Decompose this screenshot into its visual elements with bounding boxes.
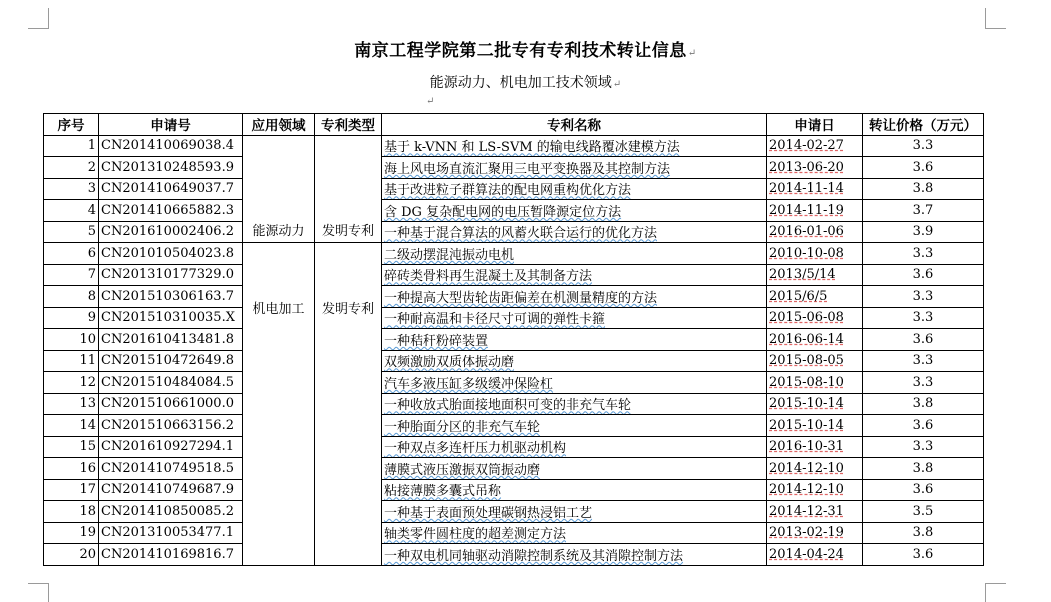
document-title: 南京工程学院第二批专有专利技术转让信息↵ <box>354 41 697 61</box>
cell-date <box>767 307 863 329</box>
patent-name-text: 碎砖类骨料再生混凝土及其制备方法 <box>384 269 593 285</box>
patent-name-text: 汽车多液压缸多级缓冲保险杠 <box>384 376 554 392</box>
header-name: 专利名称 <box>382 114 767 136</box>
cell-price: 3.8 <box>863 393 984 415</box>
table-row <box>44 178 984 200</box>
crop-mark-top-left <box>28 8 49 29</box>
table-row <box>44 501 984 523</box>
patent-name-text: 一种胎面分区的非充气车轮 <box>384 419 541 435</box>
date-text: 2010-10-08 <box>769 245 844 261</box>
cell-app-no: CN201510306163.7 <box>99 286 243 308</box>
table-row <box>44 436 984 458</box>
field-label: 能源动力 <box>252 224 305 239</box>
cell-no: 4 <box>44 200 99 222</box>
date-text: 2015-10-14 <box>769 396 844 412</box>
cell-app-no: CN201510310035.X <box>99 307 243 329</box>
cell-price: 3.8 <box>863 522 984 544</box>
cell-app-no: CN201510661000.0 <box>99 393 243 415</box>
cell-field <box>243 135 315 243</box>
header-price: 转让价格（万元） <box>863 114 984 136</box>
patent-name-text: 一种双电机同轴驱动消隙控制系统及其消隙控制方法 <box>384 548 684 564</box>
cell-patent-name <box>382 458 767 480</box>
patent-name-text: 薄膜式液压激振双筒振动磨 <box>384 462 541 478</box>
cell-no: 20 <box>44 544 99 566</box>
cell-price: 3.3 <box>863 307 984 329</box>
table-row <box>44 393 984 415</box>
cell-patent-name <box>382 157 767 179</box>
date-text: 2016-06-14 <box>769 331 844 347</box>
table-header-row <box>44 114 984 136</box>
patent-name-text: 一种耐高温和卡径尺寸可调的弹性卡箍 <box>384 312 606 328</box>
cell-patent-name <box>382 286 767 308</box>
cell-patent-name <box>382 479 767 501</box>
patent-name-text: 一种收放式胎面接地面积可变的非充气车轮 <box>384 398 632 414</box>
cell-no: 2 <box>44 157 99 179</box>
patent-name-text: 一种双点多连杆压力机驱动机构 <box>384 441 567 457</box>
cell-patent-name <box>382 436 767 458</box>
cell-date <box>767 372 863 394</box>
cell-no: 1 <box>44 135 99 157</box>
table-row <box>44 350 984 372</box>
cell-price: 3.7 <box>863 200 984 222</box>
cell-patent-name <box>382 221 767 243</box>
cell-price: 3.6 <box>863 157 984 179</box>
cell-patent-name <box>382 264 767 286</box>
cell-price: 3.3 <box>863 436 984 458</box>
cell-price: 3.8 <box>863 178 984 200</box>
cell-no: 6 <box>44 243 99 265</box>
date-text: 2014-12-10 <box>769 482 844 498</box>
cell-no: 8 <box>44 286 99 308</box>
cell-no: 15 <box>44 436 99 458</box>
date-text: 2014-12-31 <box>769 503 844 519</box>
cell-app-no: CN201310053477.1 <box>99 522 243 544</box>
cell-date <box>767 221 863 243</box>
date-text: 2014-04-24 <box>769 546 844 562</box>
cell-app-no: CN201410649037.7 <box>99 178 243 200</box>
cell-date <box>767 458 863 480</box>
cell-price: 3.5 <box>863 501 984 523</box>
header-app-no: 申请号 <box>99 114 243 136</box>
paragraph-mark-icon: ↵ <box>612 79 622 90</box>
date-text: 2016-01-06 <box>769 224 844 240</box>
patent-name-text: 二级动摆混沌振动电机 <box>384 247 515 263</box>
cell-patent-name <box>382 178 767 200</box>
cell-no: 12 <box>44 372 99 394</box>
patent-name-text: 轴类零件圆柱度的超差测定方法 <box>384 527 567 543</box>
table-row <box>44 372 984 394</box>
date-text: 2015/6/5 <box>769 288 828 304</box>
table-row <box>44 458 984 480</box>
cell-no: 3 <box>44 178 99 200</box>
cell-date <box>767 264 863 286</box>
table-row <box>44 135 984 157</box>
table-row <box>44 286 984 308</box>
patent-name-text: 基于改进粒子群算法的配电网重构优化方法 <box>384 183 632 199</box>
paragraph-mark-icon: ↵ <box>426 96 435 107</box>
cell-patent-name <box>382 393 767 415</box>
type-label: 发明专利 <box>321 302 374 317</box>
cell-date <box>767 415 863 437</box>
cell-app-no: CN201310177329.0 <box>99 264 243 286</box>
cell-price: 3.6 <box>863 329 984 351</box>
date-text: 2015-08-10 <box>769 374 844 390</box>
cell-app-no: CN201410069038.4 <box>99 135 243 157</box>
date-text: 2014-11-19 <box>769 202 844 218</box>
cell-no: 14 <box>44 415 99 437</box>
cell-app-no: CN201610413481.8 <box>99 329 243 351</box>
cell-app-no: CN201610927294.1 <box>99 436 243 458</box>
cell-date <box>767 157 863 179</box>
cell-app-no: CN201510472649.8 <box>99 350 243 372</box>
date-text: 2015-08-05 <box>769 353 844 369</box>
cell-price: 3.3 <box>863 135 984 157</box>
cell-app-no: CN201510663156.2 <box>99 415 243 437</box>
date-text: 2014-11-14 <box>769 181 844 197</box>
cell-price: 3.8 <box>863 458 984 480</box>
cell-price: 3.6 <box>863 544 984 566</box>
cell-type <box>315 243 382 566</box>
cell-date <box>767 544 863 566</box>
table-row <box>44 243 984 265</box>
cell-no: 19 <box>44 522 99 544</box>
cell-app-no: CN201010504023.8 <box>99 243 243 265</box>
cell-price: 3.3 <box>863 243 984 265</box>
date-text: 2013-02-19 <box>769 525 844 541</box>
table-row <box>44 522 984 544</box>
cell-date <box>767 522 863 544</box>
patent-name-text: 基于 k-VNN 和 LS-SVM 的输电线路覆冰建模方法 <box>384 140 680 156</box>
cell-date <box>767 329 863 351</box>
cell-price: 3.6 <box>863 479 984 501</box>
cell-patent-name <box>382 372 767 394</box>
cell-price: 3.6 <box>863 415 984 437</box>
cell-date <box>767 200 863 222</box>
cell-price: 3.3 <box>863 350 984 372</box>
date-text: 2016-10-31 <box>769 439 844 455</box>
date-text: 2015-06-08 <box>769 310 844 326</box>
date-text: 2013-06-20 <box>769 159 844 175</box>
cell-app-no: CN201610002406.2 <box>99 221 243 243</box>
cell-app-no: CN201410665882.3 <box>99 200 243 222</box>
cell-patent-name <box>382 329 767 351</box>
cell-no: 13 <box>44 393 99 415</box>
cell-patent-name <box>382 135 767 157</box>
cell-patent-name <box>382 522 767 544</box>
cell-no: 16 <box>44 458 99 480</box>
table-row <box>44 264 984 286</box>
table-row <box>44 329 984 351</box>
document-subtitle: 能源动力、机电加工技术领域↵ <box>429 75 622 91</box>
table-row <box>44 307 984 329</box>
cell-app-no: CN201510484084.5 <box>99 372 243 394</box>
cell-date <box>767 135 863 157</box>
header-type: 专利类型 <box>315 114 382 136</box>
cell-field <box>243 243 315 566</box>
table-row <box>44 157 984 179</box>
cell-date <box>767 479 863 501</box>
cell-no: 10 <box>44 329 99 351</box>
table-row <box>44 200 984 222</box>
patent-name-text: 一种基于混合算法的风蓄火联合运行的优化方法 <box>384 226 658 242</box>
cell-no: 7 <box>44 264 99 286</box>
table-row <box>44 221 984 243</box>
crop-mark-bottom-right <box>985 583 1006 602</box>
cell-price: 3.3 <box>863 286 984 308</box>
table-body <box>44 135 984 565</box>
cell-date <box>767 178 863 200</box>
patent-name-text: 一种基于表面预处理碳钢热浸铝工艺 <box>384 505 593 521</box>
crop-mark-top-right <box>985 8 1006 29</box>
type-label: 发明专利 <box>321 224 374 239</box>
cell-type <box>315 135 382 243</box>
cell-patent-name <box>382 243 767 265</box>
cell-no: 17 <box>44 479 99 501</box>
field-label: 机电加工 <box>252 302 305 317</box>
cell-app-no: CN201410749518.5 <box>99 458 243 480</box>
cell-price: 3.9 <box>863 221 984 243</box>
cell-price: 3.3 <box>863 372 984 394</box>
patent-name-text: 双频激励双质体振动磨 <box>384 355 515 371</box>
cell-patent-name <box>382 415 767 437</box>
table-row <box>44 415 984 437</box>
crop-mark-bottom-left <box>28 583 49 602</box>
patent-name-text: 一种提高大型齿轮齿距偏差在机测量精度的方法 <box>384 290 658 306</box>
cell-date <box>767 286 863 308</box>
date-text: 2015-10-14 <box>769 417 844 433</box>
cell-app-no: CN201410749687.9 <box>99 479 243 501</box>
date-text: 2014-02-27 <box>769 138 844 154</box>
cell-no: 18 <box>44 501 99 523</box>
cell-patent-name <box>382 544 767 566</box>
cell-date <box>767 350 863 372</box>
cell-patent-name <box>382 307 767 329</box>
patent-name-text: 粘接薄膜多囊式吊称 <box>384 484 502 500</box>
cell-patent-name <box>382 200 767 222</box>
cell-date <box>767 501 863 523</box>
cell-no: 11 <box>44 350 99 372</box>
header-field: 应用领域 <box>243 114 315 136</box>
date-text: 2014-12-10 <box>769 460 844 476</box>
header-date: 申请日 <box>767 114 863 136</box>
table-row <box>44 479 984 501</box>
cell-app-no: CN201410169816.7 <box>99 544 243 566</box>
cell-date <box>767 393 863 415</box>
cell-date <box>767 243 863 265</box>
cell-patent-name <box>382 501 767 523</box>
cell-app-no: CN201310248593.9 <box>99 157 243 179</box>
cell-no: 5 <box>44 221 99 243</box>
patent-name-text: 一种秸秆粉碎装置 <box>384 333 489 349</box>
table-row <box>44 544 984 566</box>
patent-table <box>43 113 984 566</box>
cell-app-no: CN201410850085.2 <box>99 501 243 523</box>
paragraph-mark-icon: ↵ <box>687 48 697 59</box>
patent-name-text: 含 DG 复杂配电网的电压暂降源定位方法 <box>384 204 622 220</box>
cell-price: 3.6 <box>863 264 984 286</box>
cell-no: 9 <box>44 307 99 329</box>
patent-name-text: 海上风电场直流汇聚用三电平变换器及其控制方法 <box>384 161 671 177</box>
cell-patent-name <box>382 350 767 372</box>
header-no: 序号 <box>44 114 99 136</box>
cell-date <box>767 436 863 458</box>
date-text: 2013/5/14 <box>769 267 836 283</box>
